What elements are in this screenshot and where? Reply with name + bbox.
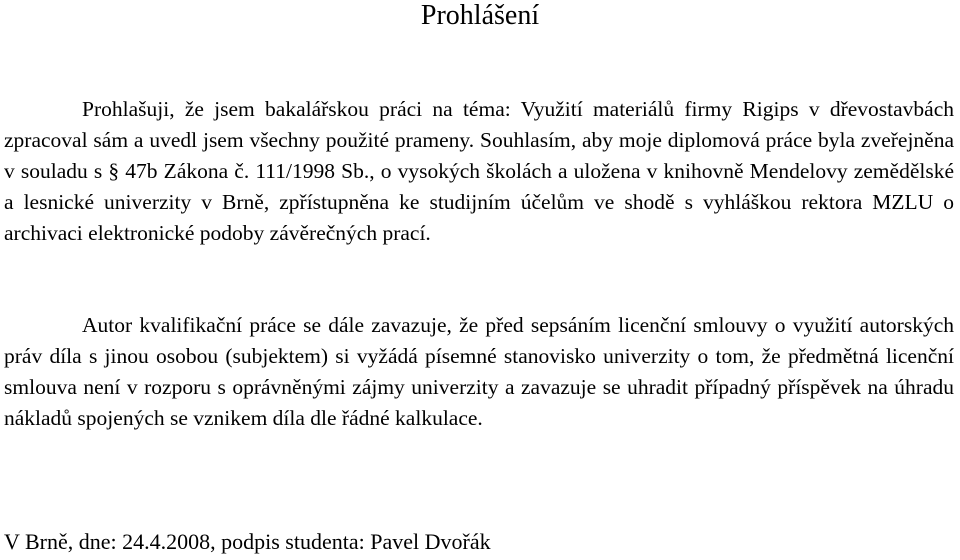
page-title: Prohlášení — [420, 0, 540, 31]
declaration-paragraph: Prohlašuji, že jsem bakalářskou práci na téma: Využití materiálů firmy Rigips v dřevostavbách zpracoval sám a uvedl jsem všechny použité prameny. Souhlasím, aby moje diplomová práce byla zveřejněna v souladu s § 47b Zákona č. 111/1998 Sb., o vysokých školách a uložena v knihovně Mendelovy zemědělské a lesnické univerzity v Brně, zpřístupněna ke studijním účelům ve shodě s vyhláškou rektora MZLU o archivaci elektronické podoby závěrečných prací. — [4, 97, 954, 245]
signature-line: V Brně, dne: 24.4.2008, podpis studenta: Pavel Dvořák — [4, 529, 491, 554]
license-paragraph: Autor kvalifikační práce se dále zavazuje, že před sepsáním licenční smlouvy o využití autorských práv díla s jinou osobou (subjektem) si vyžádá písemné stanovisko univerzity o tom, že předmětná licenční smlouva není v rozporu s oprávněnými zájmy univerzity a zavazuje se uhradit případný příspěvek na úhradu nákladů spojených se vznikem díla dle řádné kalkulace. — [4, 313, 954, 430]
